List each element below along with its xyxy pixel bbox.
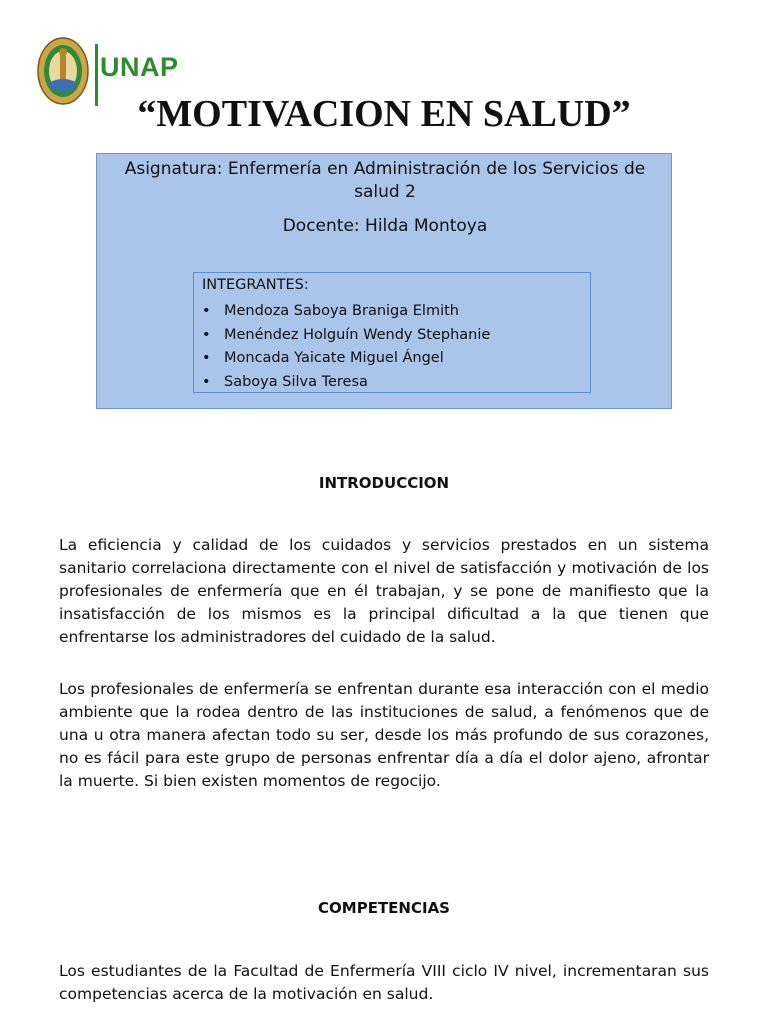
list-item xyxy=(202,324,490,348)
bullet-icon: • xyxy=(202,373,211,390)
bullet-icon: • xyxy=(202,326,211,343)
info-box xyxy=(96,153,672,409)
introduction-heading: INTRODUCCION xyxy=(318,474,450,492)
teacher-text: Docente: Hilda Montoya xyxy=(282,216,488,236)
members-heading: INTEGRANTES: xyxy=(202,277,309,293)
member-name: Mendoza Saboya Braniga Elmith xyxy=(224,303,459,319)
members-box xyxy=(193,272,591,393)
bullet-icon: • xyxy=(202,350,211,366)
subject-line-2: salud 2 xyxy=(354,182,416,202)
member-name: Moncada Yaicate Miguel Ángel xyxy=(224,350,444,366)
subject-line-1: Asignatura: Enfermería en Administración de los Servicios de xyxy=(124,159,646,179)
page-title: “MOTIVACION EN SALUD” xyxy=(137,93,631,135)
list-item xyxy=(202,347,490,371)
member-name: Menéndez Holguín Wendy Stephanie xyxy=(224,326,491,343)
subject-text xyxy=(97,158,673,204)
introduction-paragraph-2: Los profesionales de enfermería se enfrentan durante esa interacción con el medio ambiente que la rodea dentro de las instituciones de salud, a fenómenos que de una u otra manera afectan todo su ser, desde los más profundo de sus corazones, no es fácil para este grupo de personas enfrentar día a día el dolor ajeno, afrontar la muerte. Si bien existen momentos de regocijo. xyxy=(59,680,709,790)
members-list xyxy=(202,300,490,394)
member-name: Saboya Silva Teresa xyxy=(224,373,368,390)
brand-name: UNAP xyxy=(100,52,179,82)
introduction-paragraph-1: La eficiencia y calidad de los cuidados y servicios prestados en un sistema sanitario correlaciona directamente con el nivel de satisfacción y motivación de los profesionales de enfermería que en él trabajan, y se pone de manifiesto que la insatisfacción de los mismos es la principal dificultad a la que tienen que enfrentarse los administradores del cuidado de la salud. xyxy=(59,536,709,646)
competencies-paragraph: Los estudiantes de la Facultad de Enfermería VIII ciclo IV nivel, incrementaran sus competencias acerca de la motivación en salud. xyxy=(59,962,709,1003)
list-item xyxy=(202,300,490,324)
list-item xyxy=(202,371,490,395)
competencies-heading: COMPETENCIAS xyxy=(318,899,450,917)
bullet-icon: • xyxy=(202,303,211,319)
